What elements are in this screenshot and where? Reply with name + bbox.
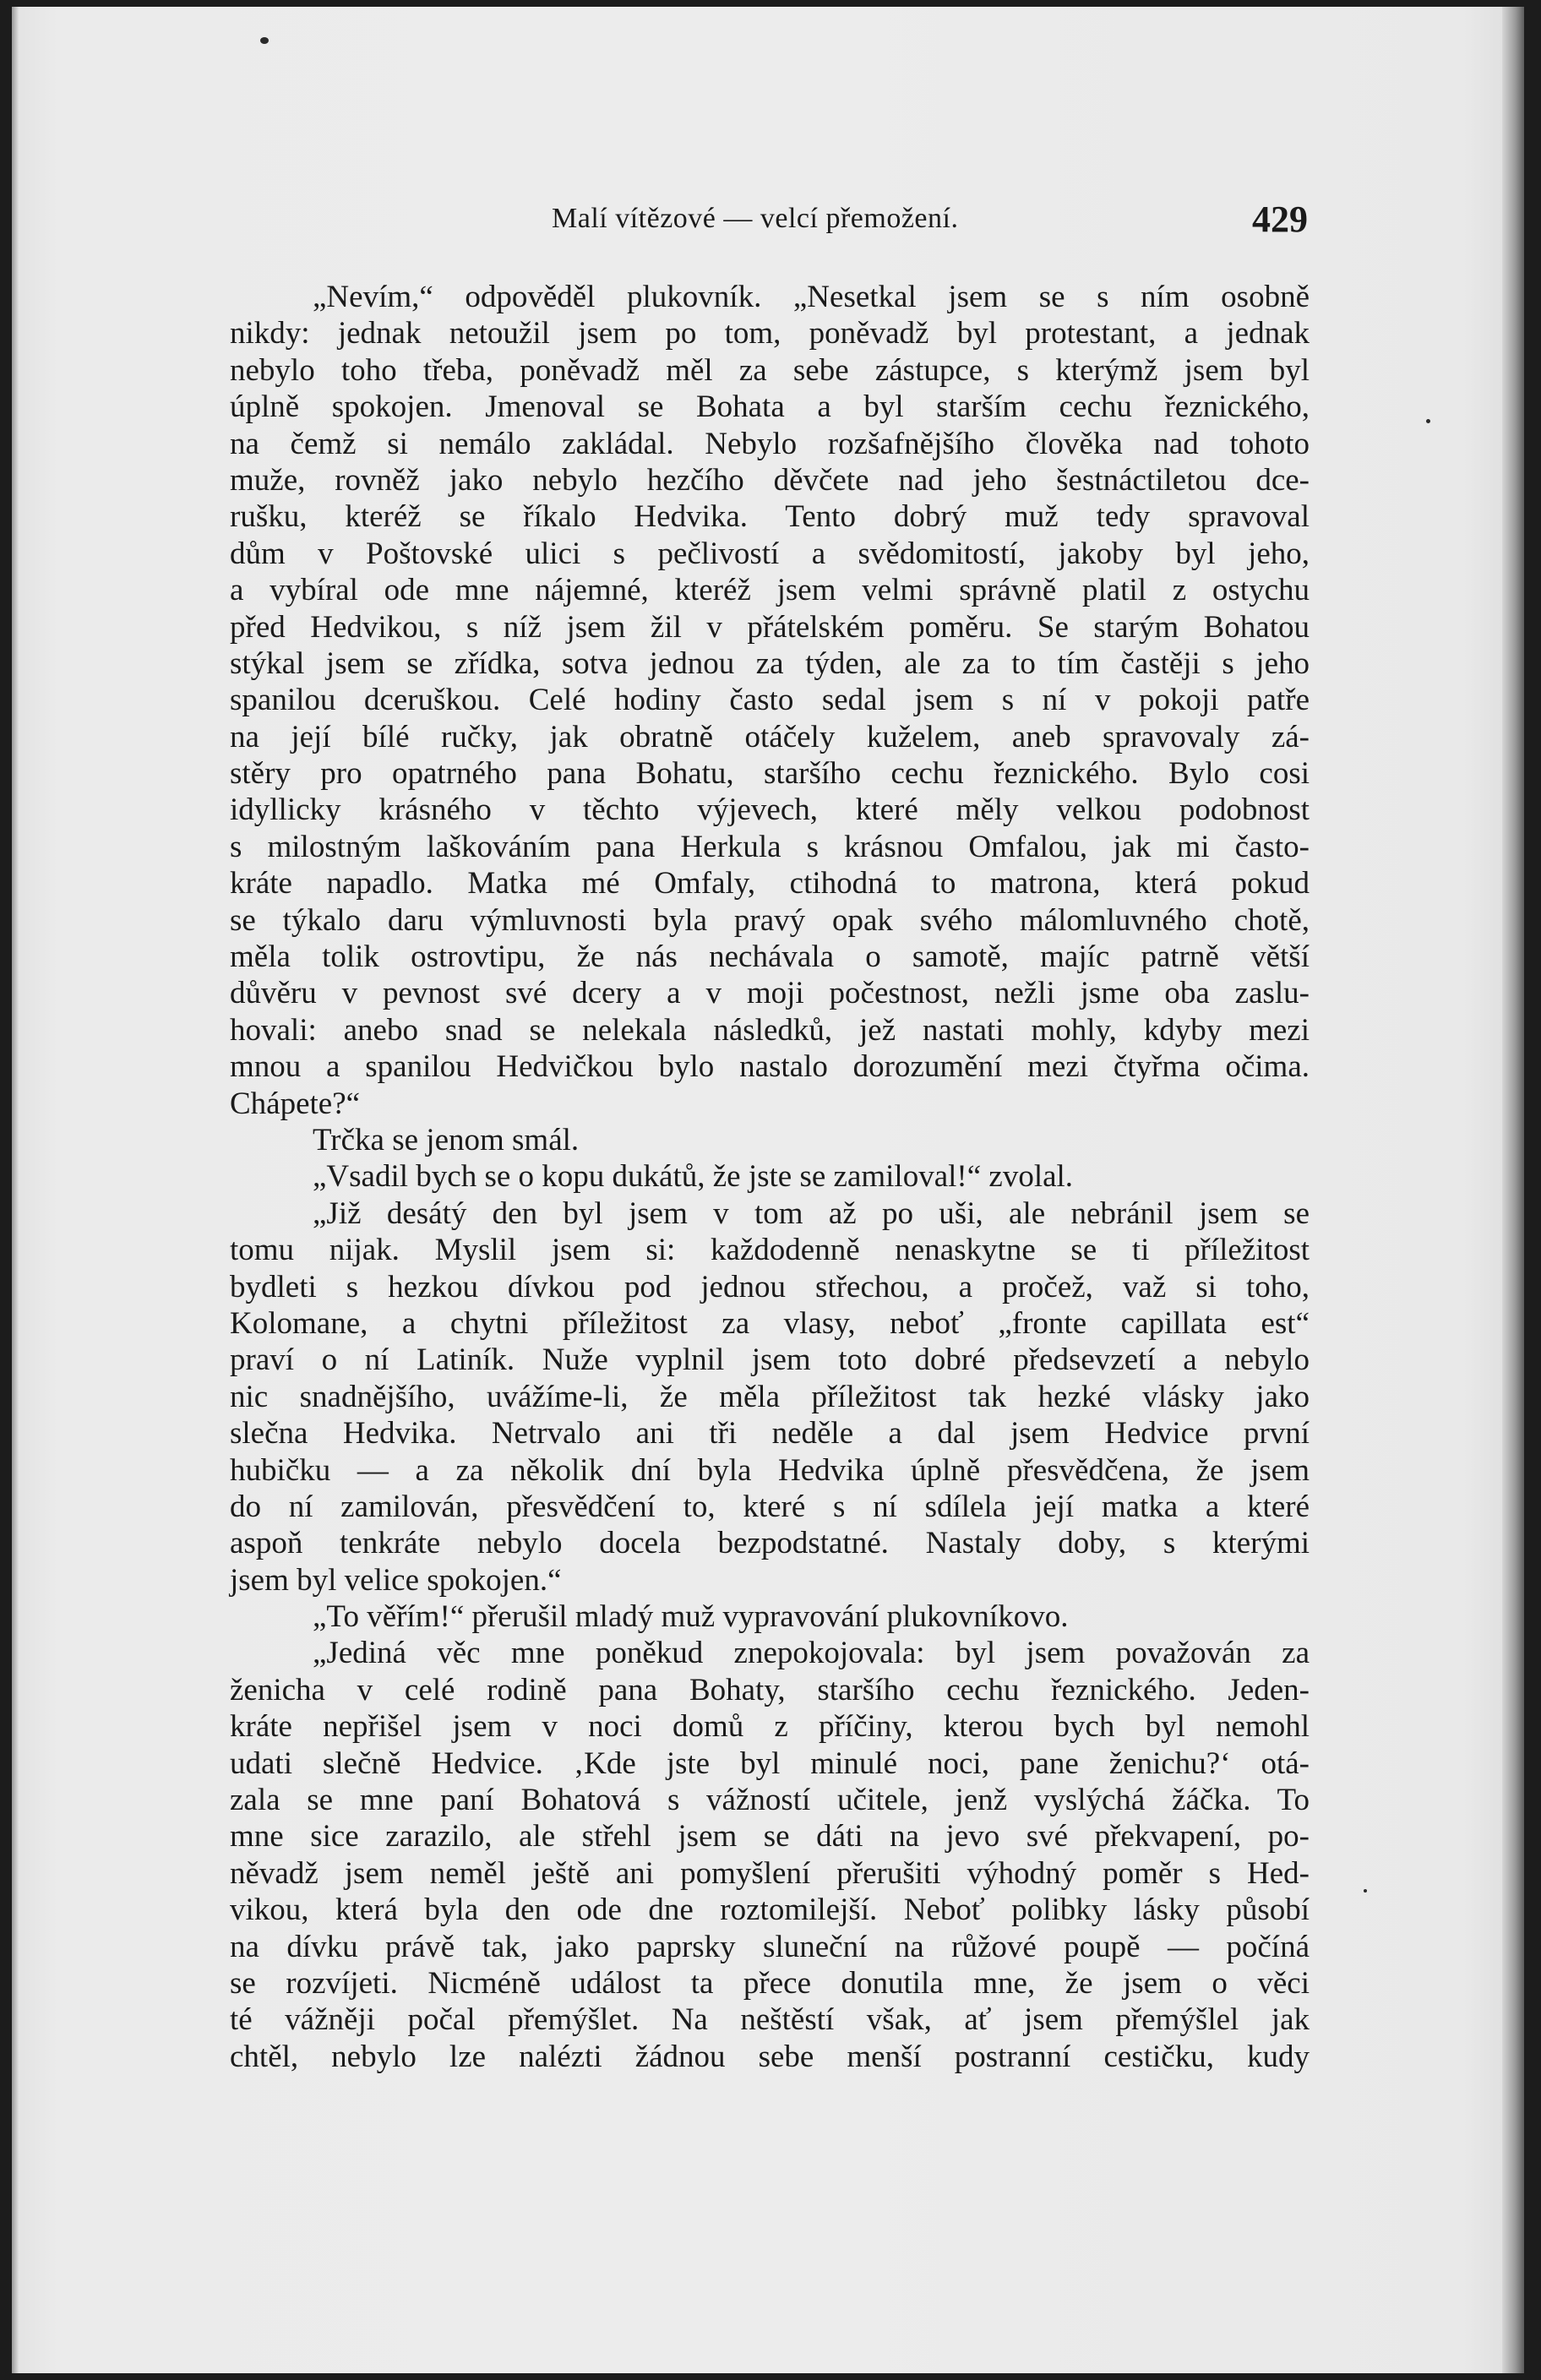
page-number: 429: [1252, 199, 1308, 240]
text-line: „To věřím!“ přerušil mladý muž vypravování plukovníkovo.: [313, 1599, 1069, 1635]
text-line: hovali: anebo snad se nelekala následků, jež nastati mohly, kdyby mezi: [230, 1012, 1310, 1048]
text-line: vikou, která byla den ode dne roztomilejší. Neboť polibky lásky působí: [230, 1893, 1310, 1928]
text-line: se rozvíjeti. Nicméně událost ta přece donutila mne, že jsem o věci: [230, 1965, 1310, 2001]
body-text: [230, 279, 1310, 2075]
text-line: na čemž si nemálo zakládal. Nebylo rozšafnějšího člověka nad tohoto: [230, 426, 1310, 461]
text-line: mnou a spanilou Hedvičkou bylo nastalo dorozumění mezi čtyřma očima.: [230, 1049, 1310, 1085]
ink-speck: [1364, 1889, 1367, 1893]
text-line: udati slečně Hedvice. ‚Kde jste byl minulé noci, pane ženichu?‘ otá-: [230, 1746, 1310, 1781]
text-line: „Jediná věc mne poněkud znepokojovala: byl jsem považován za: [313, 1636, 1310, 1671]
text-line: „Nevím,“ odpověděl plukovník. „Nesetkal jsem se s ním osobně: [313, 280, 1310, 314]
text-line: kráte nepřišel jsem v noci domů z příčiny, kterou bych byl nemohl: [230, 1709, 1310, 1745]
text-line: Trčka se jenom smál.: [313, 1122, 580, 1157]
text-line: idyllicky krásného v těchto výjevech, které měly velkou podobnost: [230, 792, 1310, 828]
text-line: se týkalo daru výmluvnosti byla pravý opak svého málomluvného chotě,: [230, 902, 1310, 938]
text-line: a vybíral ode mne nájemné, kteréž jsem velmi správně platil z ostychu: [230, 573, 1310, 608]
text-line: Kolomane, a chytni příležitost za vlasy, neboť „fronte capillata est“: [230, 1305, 1310, 1341]
text-line: bydleti s hezkou dívkou pod jednou střechou, a pročež, važ si toho,: [230, 1269, 1310, 1304]
text-line: spanilou dceruškou. Celé hodiny často sedal jsem s ní v pokoji patře: [230, 683, 1310, 718]
text-line: Chápete?“: [230, 1086, 361, 1121]
text-line: slečna Hedvika. Netrvalo ani tři neděle a dal jsem Hedvice první: [230, 1416, 1310, 1451]
text-line: s milostným laškováním pana Herkula s krásnou Omfalou, jak mi často-: [230, 829, 1310, 864]
text-line: „Vsadil bych se o kopu dukátů, že jste se zamiloval!“ zvolal.: [313, 1159, 1074, 1195]
text-line: důvěru v pevnost své dcery a v moji počestnost, nežli jsme oba zaslu-: [230, 976, 1310, 1011]
text-line: na její bílé ručky, jak obratně otáčely kuželem, aneb spravovaly zá-: [230, 719, 1310, 754]
text-line: do ní zamilován, přesvědčení to, které s ní sdílela její matka a které: [230, 1489, 1310, 1524]
text-line: nebylo toho třeba, poněvadž měl za sebe zástupce, s kterýmž jsem byl: [230, 352, 1310, 388]
text-line: ženicha v celé rodině pana Bohaty, staršího cechu řeznického. Jeden-: [230, 1672, 1310, 1707]
text-line: rušku, kteréž se říkalo Hedvika. Tento dobrý muž tedy spravoval: [230, 499, 1310, 535]
text-line: kráte napadlo. Matka mé Omfaly, ctihodná to matrona, která pokud: [230, 866, 1310, 901]
text-line: měla tolik ostrovtipu, že nás nechávala o samotě, majíc patrně větší: [230, 939, 1310, 975]
text-line: „Již desátý den byl jsem v tom až po uši, ale nebránil jsem se: [313, 1195, 1310, 1231]
text-line: aspoň tenkráte nebylo docela bezpodstatné. Nastaly doby, s kterými: [230, 1526, 1310, 1561]
text-line: té vážněji počal přemýšlet. Na neštěstí však, ať jsem přemýšlel jak: [230, 2002, 1310, 2038]
text-line: hubičku — a za několik dní byla Hedvika úplně přesvědčena, že jsem: [230, 1452, 1310, 1488]
text-line: dům v Poštovské ulici s pečlivostí a svědomitostí, jakoby byl jeho,: [230, 536, 1310, 571]
text-line: před Hedvikou, s níž jsem žil v přátelském poměru. Se starým Bohatou: [230, 609, 1310, 645]
page-header: [0, 199, 1541, 253]
text-line: nic snadnějšího, uvážíme-li, že měla příležitost tak hezké vlásky jako: [230, 1379, 1310, 1414]
ink-speck: [1426, 419, 1430, 423]
running-title: Malí vítězové — velcí přemožení.: [552, 203, 959, 234]
text-line: jsem byl velice spokojen.“: [230, 1562, 562, 1598]
text-line: něvadž jsem neměl ještě ani pomyšlení přerušiti výhodný poměr s Hed-: [230, 1855, 1310, 1891]
text-line: muže, rovněž jako nebylo hezčího děvčete nad jeho šestnáctiletou dce-: [230, 462, 1310, 498]
text-line: stýkal jsem se zřídka, sotva jednou za týden, ale za to tím častěji s jeho: [230, 645, 1310, 681]
page-binding-shadow: [12, 7, 19, 2373]
page-edge-shadow: [1502, 7, 1524, 2373]
text-line: stěry pro opatrného pana Bohatu, staršího cechu řeznického. Bylo cosi: [230, 756, 1310, 792]
text-line: praví o ní Latiník. Nuže vyplnil jsem toto dobré předsevzetí a nebylo: [230, 1342, 1310, 1378]
text-line: zala se mne paní Bohatová s vážností učitele, jenž vyslýchá žáčka. To: [230, 1783, 1310, 1818]
text-line: chtěl, nebylo lze nalézti žádnou sebe menší postranní cestičku, kudy: [230, 2039, 1310, 2074]
text-line: úplně spokojen. Jmenoval se Bohata a byl starším cechu řeznického,: [230, 389, 1310, 425]
text-line: tomu nijak. Myslil jsem si: každodenně nenaskytne se ti příležitost: [230, 1233, 1310, 1268]
text-line: nikdy: jednak netoužil jsem po tom, poněvadž byl protestant, a jednak: [230, 316, 1310, 351]
text-line: na dívku právě tak, jako paprsky sluneční na růžové poupě — počíná: [230, 1929, 1310, 1964]
text-line: mne sice zarazilo, ale střehl jsem se dáti na jevo své překvapení, po-: [230, 1819, 1310, 1854]
ink-speck: [260, 37, 269, 44]
